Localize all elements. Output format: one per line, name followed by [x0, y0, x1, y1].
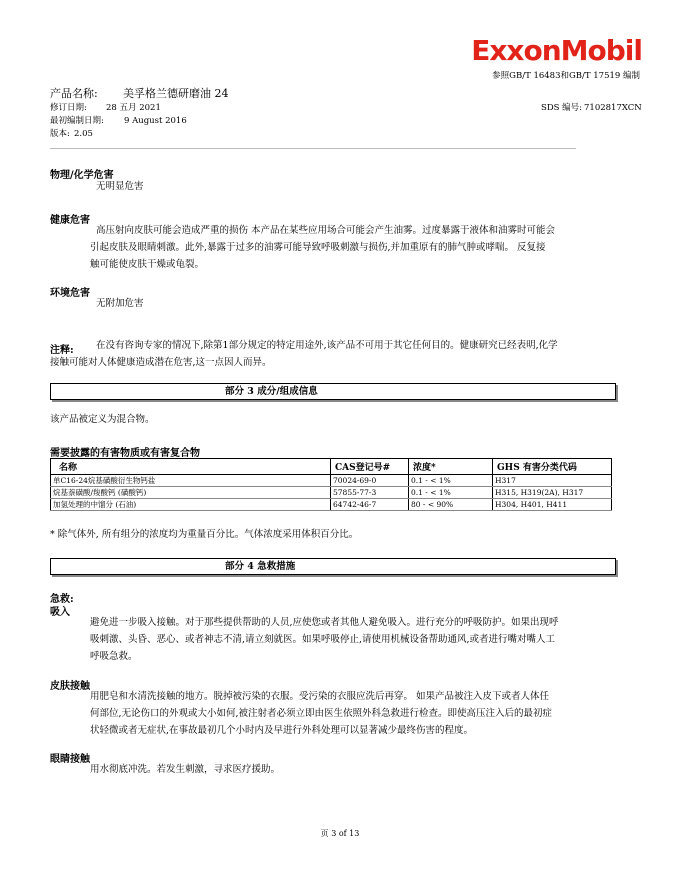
- page-number: 页 3 of 13: [320, 829, 360, 838]
- cell-name: 加氢处理的中馏分 (石油): [51, 499, 331, 511]
- revision-label: 修订日期:: [50, 103, 87, 113]
- inhalation-title: 吸入: [50, 607, 70, 618]
- revision-date: 28 五月 2021: [106, 103, 161, 113]
- cell-cas: 57855-77-3: [331, 487, 409, 499]
- inhalation-line: 吸刺激、头昏、恶心、或者神志不清,请立刻就医。如果呼吸停止,请使用机械设备帮助通风,或者进行嘴对嘴人工: [90, 634, 556, 645]
- health-hazard-title: 健康危害: [50, 215, 90, 226]
- cell-ghs: H304, H401, H411: [493, 499, 612, 511]
- health-hazard-line: 触可能使皮肤干燥或龟裂。: [90, 259, 205, 270]
- hazardous-substances-title: 需要披露的有害物质或有害复合物: [50, 448, 200, 459]
- physical-hazard-text: 无明显危害: [96, 181, 144, 192]
- first-date-label: 最初编制日期:: [50, 116, 104, 126]
- note-label: 注释:: [50, 345, 74, 356]
- table-row: [51, 499, 612, 511]
- skin-contact-line: 状轻微或者无症状,在事故最初几个小时内及早进行外科处理可以显著减少最终伤害的程度。: [90, 725, 474, 736]
- cell-concentration: 0.1 - < 1%: [409, 487, 493, 499]
- concentration-footnote: * 除气体外, 所有组分的浓度均为重量百分比。气体浓度采用体积百分比。: [50, 529, 359, 540]
- hazardous-substances-table: [50, 458, 612, 511]
- env-hazard-title: 环境危害: [50, 288, 90, 299]
- eye-contact-title: 眼睛接触: [50, 754, 90, 765]
- sds-label: SDS 编号:: [541, 103, 583, 113]
- first-aid-title: 急救:: [50, 594, 74, 605]
- version-label: 版本:: [50, 129, 70, 139]
- table-row: [51, 487, 612, 499]
- skin-contact-line: 用肥皂和水清洗接触的地方。脱掉被污染的衣服。受污染的衣服应洗后再穿。 如果产品被注入皮下或者人体任: [90, 691, 550, 702]
- exxonmobil-logo: ExxonMobil: [471, 34, 642, 67]
- column-header-concentration: 浓度*: [409, 459, 493, 475]
- cell-concentration: 80 - < 90%: [409, 499, 493, 511]
- cell-cas: 64742-46-7: [331, 499, 409, 511]
- physical-hazard-title: 物理/化学危害: [50, 170, 114, 181]
- header-divider: [50, 148, 576, 149]
- cell-concentration: 0.1 - < 1%: [409, 475, 493, 487]
- skin-contact-title: 皮肤接触: [50, 681, 90, 692]
- cell-cas: 70024-69-0: [331, 475, 409, 487]
- skin-contact-line: 何部位,无论伤口的外观或大小如何,被注射者必须立即由医生依照外科急救进行检查。即使高压注入后的最初症: [90, 708, 553, 719]
- sds-number: 7102817XCN: [584, 103, 642, 113]
- table-header-row: [51, 459, 612, 475]
- cell-ghs: H315, H319(2A), H317: [493, 487, 612, 499]
- compliance-note: 参照GB/T 16483和GB/T 17519 编制: [492, 71, 640, 81]
- section-3-title: 部分 3 成分/组成信息: [225, 386, 318, 397]
- section-4-header: [50, 558, 616, 575]
- column-header-name: 名称: [51, 459, 331, 475]
- note-line: 接触可能对人体健康造成潜在危害,这一点因人而异。: [50, 357, 272, 368]
- inhalation-line: 呼吸急救。: [90, 651, 138, 662]
- table-row: [51, 475, 612, 487]
- first-date: 9 August 2016: [124, 116, 187, 126]
- health-hazard-line: 引起皮肤及眼睛刺激。此外,暴露于过多的油雾可能导致呼吸刺激与损伤,并加重原有的肺气肿或哮喘。 反复接: [90, 242, 546, 253]
- product-name: 美孚格兰德研磨油 24: [123, 87, 229, 100]
- cell-ghs: H317: [493, 475, 612, 487]
- product-label: 产品名称:: [50, 87, 98, 100]
- note-line: 在没有咨询专家的情况下,除第1部分规定的特定用途外,该产品不可用于其它任何目的。健康研究已经表明,化学: [96, 340, 558, 351]
- inhalation-line: 避免进一步吸入接触。对于那些提供帮助的人员,应使您或者其他人避免吸入。进行充分的呼吸防护。如果出现呼: [90, 617, 559, 628]
- section-4-title: 部分 4 急救措施: [225, 561, 296, 572]
- column-header-ghs: GHS 有害分类代码: [493, 459, 612, 475]
- cell-name: 烷基萘磺酸/羧酸钙 (磺酸钙): [51, 487, 331, 499]
- section-3-header: [50, 383, 616, 400]
- version-number: 2.05: [74, 129, 93, 139]
- cell-name: 单C16-24烷基磺酸衍生物钙盐: [51, 475, 331, 487]
- column-header-cas: CAS登记号#: [331, 459, 409, 475]
- eye-contact-text: 用水彻底冲洗。若发生刺激，寻求医疗援助。: [90, 764, 281, 775]
- env-hazard-text: 无附加危害: [96, 298, 144, 309]
- mixture-statement: 该产品被定义为混合物。: [50, 414, 155, 425]
- health-hazard-line: 高压射向皮肤可能会造成严重的损伤 本产品在某些应用场合可能会产生油雾。过度暴露于液体和油雾时可能会: [96, 225, 556, 236]
